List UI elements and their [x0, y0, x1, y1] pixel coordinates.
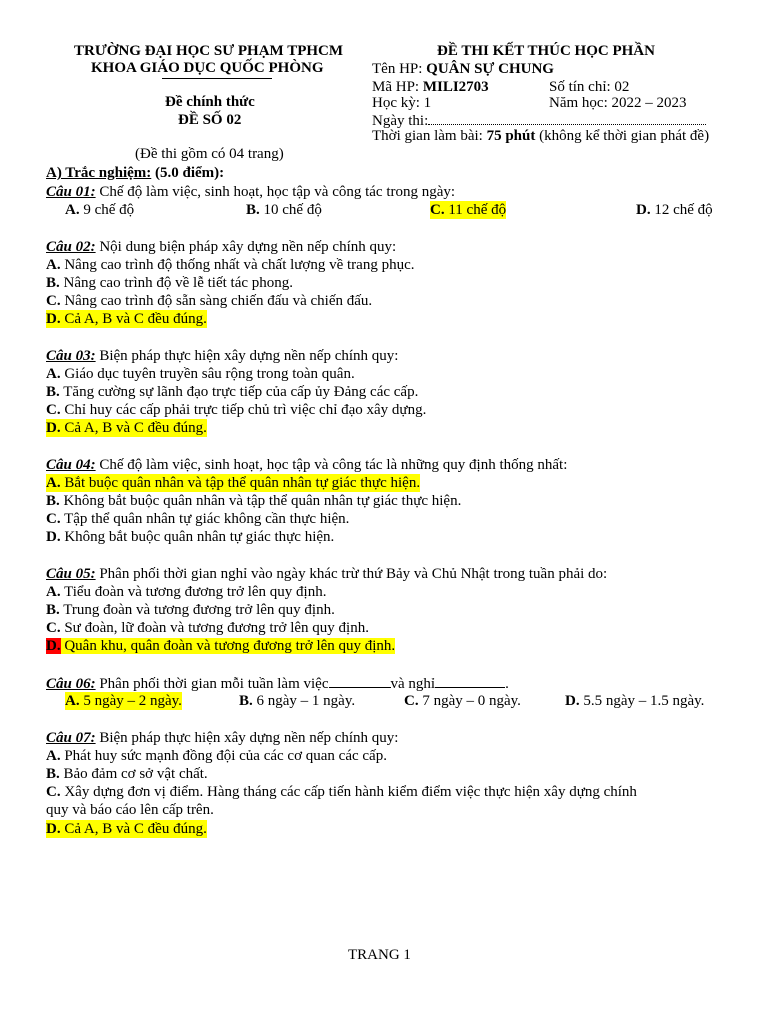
q01-option-c-answer: C. 11 chế độ [430, 202, 507, 218]
q04-option-b: B. Không bắt buộc quân nhân và tập thể quân nhân tự giác thực hiện. [46, 493, 462, 509]
section-title [46, 164, 224, 182]
time-prefix: Thời gian làm bài: [372, 128, 487, 144]
q06-option-c: C. 7 ngày – 0 ngày. [404, 693, 521, 709]
q07-option-a: A. Phát huy sức mạnh đồng đội của các cơ quan các cấp. [46, 748, 387, 764]
semester: Học kỳ: 1 [372, 95, 432, 111]
course-code: MILI2703 [422, 79, 489, 95]
q07-option-b: B. Bảo đảm cơ sở vật chất. [46, 766, 208, 782]
q01-option-d: D. 12 chế độ [636, 202, 713, 218]
code-label: Mã HP: [372, 79, 423, 95]
faculty-name: KHOA GIÁO DỤC QUỐC PHÒNG [91, 60, 324, 76]
q05-option-c: C. Sư đoàn, lữ đoàn và tương đương trở lên quy định. [46, 620, 369, 636]
page-number: TRANG 1 [348, 947, 411, 963]
question-04-stem: Câu 04: Chế độ làm việc, sinh hoạt, học tập và công tác là những quy định thống nhất: [46, 457, 568, 473]
exam-title: ĐỀ THI KẾT THÚC HỌC PHẦN [437, 43, 655, 59]
q02-option-d-answer: D. Cả A, B và C đều đúng. [46, 311, 207, 327]
q01-option-a: A. 9 chế độ [65, 202, 135, 218]
question-03-stem: Câu 03: Biện pháp thực hiện xây dựng nền nếp chính quy: [46, 348, 399, 364]
question-01-stem [46, 183, 455, 201]
q05-option-b: B. Trung đoàn và tương đương trở lên quy định. [46, 602, 335, 618]
exam-date-blank [428, 111, 706, 125]
blank-work [329, 674, 391, 688]
q07-option-c: C. Xây dựng đơn vị điểm. Hàng tháng các cấp tiến hành kiểm điểm việc thực hiện xây dựng chính [46, 784, 637, 800]
q04-option-d: D. Không bắt buộc quân nhân tự giác thực hiện. [46, 529, 335, 545]
q03-option-c: C. Chỉ huy các cấp phải trực tiếp chủ trì việc chỉ đạo xây dựng. [46, 402, 427, 418]
q01-option-b: B. 10 chế độ [246, 202, 322, 218]
blank-rest [435, 674, 505, 688]
section-title-label: A) Trắc nghiệm: [46, 165, 152, 181]
q03-option-d-answer: D. Cả A, B và C đều đúng. [46, 420, 207, 436]
q02-option-c: C. Nâng cao trình độ sẵn sàng chiến đấu và chiến đấu. [46, 293, 373, 309]
question-07-stem: Câu 07: Biện pháp thực hiện xây dựng nền nếp chính quy: [46, 730, 399, 746]
section-points: (5.0 điểm): [151, 165, 225, 181]
exam-date-label: Ngày thi: [372, 113, 429, 129]
school-name: TRƯỜNG ĐẠI HỌC SƯ PHẠM TPHCM [74, 43, 344, 59]
credits: Số tín chỉ: 02 [549, 79, 630, 95]
q05-option-d-answer: D. Quân khu, quân đoàn và tương đương trở lên quy định. [46, 638, 396, 654]
q07-option-c-cont: quy và báo cáo lên cấp trên. [46, 802, 214, 818]
q05-option-a: A. Tiểu đoàn và tương đương trở lên quy định. [46, 584, 327, 600]
question-text: Chế độ làm việc, sinh hoạt, học tập và công tác trong ngày: [95, 184, 456, 200]
q04-option-a-answer: A. Bắt buộc quân nhân và tập thể quân nhân tự giác thực hiện. [46, 475, 421, 491]
time-value: 75 phút [486, 128, 536, 144]
time-suffix: (không kể thời gian phát đề) [535, 128, 710, 144]
time-line [372, 127, 709, 145]
q02-option-a: A. Nâng cao trình độ thống nhất và chất lượng về trang phục. [46, 257, 415, 273]
faculty-underline [162, 78, 272, 79]
course-name: QUÂN SỰ CHUNG [426, 61, 554, 77]
q07-option-d-answer: D. Cả A, B và C đều đúng. [46, 821, 207, 837]
question-02-stem: Câu 02: Nội dung biện pháp xây dựng nền nếp chính quy: [46, 239, 397, 255]
course-label: Tên HP: [372, 61, 427, 77]
question-06-stem: Câu 06: Phân phối thời gian mỗi tuần làm việc và nghỉ . [46, 676, 509, 692]
question-05-stem: Câu 05: Phân phối thời gian nghỉ vào ngày khác trừ thứ Bảy và Chủ Nhật trong tuần phải do: [46, 566, 608, 582]
question-label: Câu 01: [46, 184, 96, 200]
school-year: Năm học: 2022 – 2023 [549, 95, 687, 111]
exam-number: ĐỀ SỐ 02 [178, 112, 242, 128]
q06-option-d: D. 5.5 ngày – 1.5 ngày. [565, 693, 705, 709]
q03-option-a: A. Giáo dục tuyên truyền sâu rộng trong toàn quân. [46, 366, 355, 382]
q02-option-b: B. Nâng cao trình độ về lễ tiết tác phong. [46, 275, 294, 291]
course-line [372, 60, 554, 78]
q06-option-b: B. 6 ngày – 1 ngày. [239, 693, 356, 709]
pages-note: (Đề thi gồm có 04 trang) [135, 146, 284, 162]
q03-option-b: B. Tăng cường sự lãnh đạo trực tiếp của cấp ủy Đảng các cấp. [46, 384, 419, 400]
q06-option-a-answer: A. 5 ngày – 2 ngày. [65, 693, 182, 709]
q04-option-c: C. Tập thể quân nhân tự giác không cần thực hiện. [46, 511, 350, 527]
official-label: Đề chính thức [165, 94, 255, 110]
